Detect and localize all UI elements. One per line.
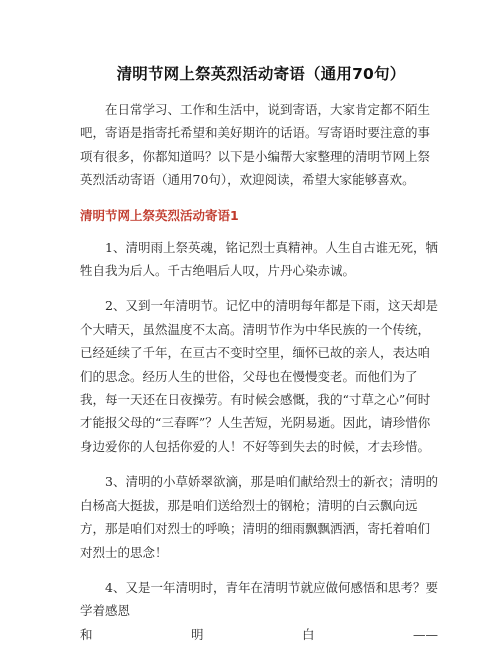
intro-paragraph: 在日常学习、工作和生活中，说到寄语，大家肯定都不陌生吧，寄语是指寄托希望和美好期许的话语。写寄语时要注意的事项有很多，你都知道吗？以下是小编帮大家整理的清明节网上祭英烈活动寄语（通用70句），欢迎阅读，希望大家能够喜欢。 <box>80 102 431 188</box>
list-item: 1、清明雨上祭英魂，铭记烈士真精神。人生自古谁无死，牺牲自我为后人。千古绝唱后人叹，片丹心染赤诚。 <box>80 239 438 279</box>
last-line-word: 白 <box>302 626 315 642</box>
last-line-word: 和 <box>80 626 93 642</box>
last-line-word: 明 <box>191 626 204 642</box>
list-item: 4、又是一年清明时，青年在清明节就应做何感悟和思考？要学着感恩 <box>80 579 438 619</box>
list-item: 3、清明的小草娇翠欲滴，那是咱们献给烈士的新衣；清明的白杨高大挺拔，那是咱们送给烈士的钢枪；清明的白云飘向远方，那是咱们对烈士的呼唤；清明的细雨飘飘洒洒，寄托着咱们对烈士的思念！ <box>80 474 438 560</box>
justified-last-line <box>80 623 438 646</box>
page-title: 清明节网上祭英烈活动寄语（通用70句） <box>116 65 406 83</box>
section-heading: 清明节网上祭英烈活动寄语1 <box>80 207 239 223</box>
list-item: 2、又到一年清明节。记忆中的清明每年都是下雨，这天却是个大晴天，虽然温度不太高。清明节作为中华民族的一个传统，已经延续了千年，在亘古不变时空里，缅怀已故的亲人，表达咱们的思念。经历人生的世俗，父母也在慢慢变老。而他们为了我，每一天还在日夜操劳。有时候会感慨，我的“寸草之心”何时才能报父母的“三春晖”？人生苦短，光阴易逝。因此，请珍惜你身边爱你的人包括你爱的人！不好等到失去的时候，才去珍惜。 <box>80 298 438 454</box>
last-line-word: —— <box>413 626 438 642</box>
